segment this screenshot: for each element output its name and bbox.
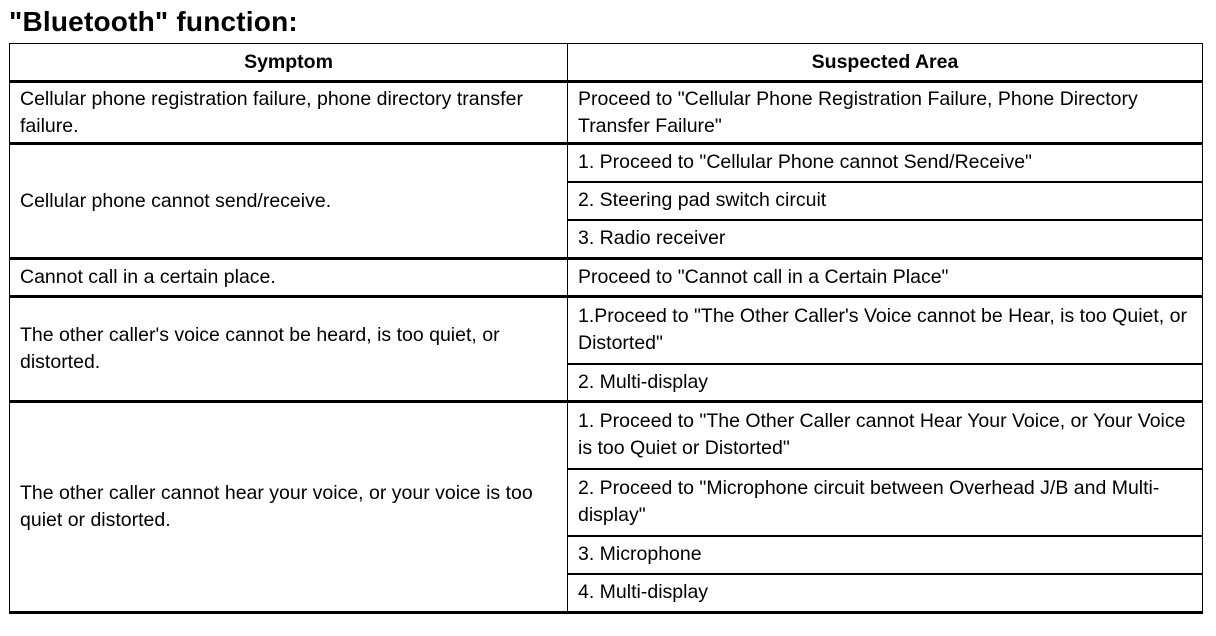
suspected-area-cell: Proceed to "Cannot call in a Certain Place"	[568, 259, 1203, 297]
table-header-row	[10, 44, 1203, 82]
troubleshooting-table	[9, 43, 1203, 614]
suspected-area-cell: 1. Proceed to "Cellular Phone cannot Send/Receive"	[568, 144, 1203, 182]
table-row	[10, 259, 1203, 297]
suspected-area-cell: 1.Proceed to "The Other Caller's Voice cannot be Hear, is too Quiet, or Distorted"	[568, 297, 1203, 364]
table-row	[10, 297, 1203, 364]
symptom-cell: The other caller cannot hear your voice, or your voice is too quiet or distorted.	[10, 402, 568, 613]
page-title: "Bluetooth" function:	[9, 6, 298, 37]
table-row	[10, 144, 1203, 182]
symptom-cell: Cellular phone registration failure, phone directory transfer failure.	[10, 82, 568, 144]
table-row	[10, 402, 1203, 469]
suspected-area-cell: 1. Proceed to "The Other Caller cannot Hear Your Voice, or Your Voice is too Quiet or Distorted"	[568, 402, 1203, 469]
column-header-suspected-area: Suspected Area	[568, 44, 1203, 82]
symptom-cell: The other caller's voice cannot be heard, is too quiet, or distorted.	[10, 297, 568, 402]
suspected-area-cell: 2. Steering pad switch circuit	[568, 182, 1203, 220]
symptom-cell: Cannot call in a certain place.	[10, 259, 568, 297]
column-header-symptom: Symptom	[10, 44, 568, 82]
symptom-cell: Cellular phone cannot send/receive.	[10, 144, 568, 259]
suspected-area-cell: 4. Multi-display	[568, 574, 1203, 613]
table-row	[10, 82, 1203, 144]
suspected-area-cell: 3. Microphone	[568, 536, 1203, 574]
suspected-area-cell: 3. Radio receiver	[568, 220, 1203, 259]
suspected-area-cell: 2. Multi-display	[568, 364, 1203, 402]
suspected-area-cell: Proceed to "Cellular Phone Registration Failure, Phone Directory Transfer Failure"	[568, 82, 1203, 144]
suspected-area-cell: 2. Proceed to "Microphone circuit between Overhead J/B and Multi-display"	[568, 469, 1203, 536]
